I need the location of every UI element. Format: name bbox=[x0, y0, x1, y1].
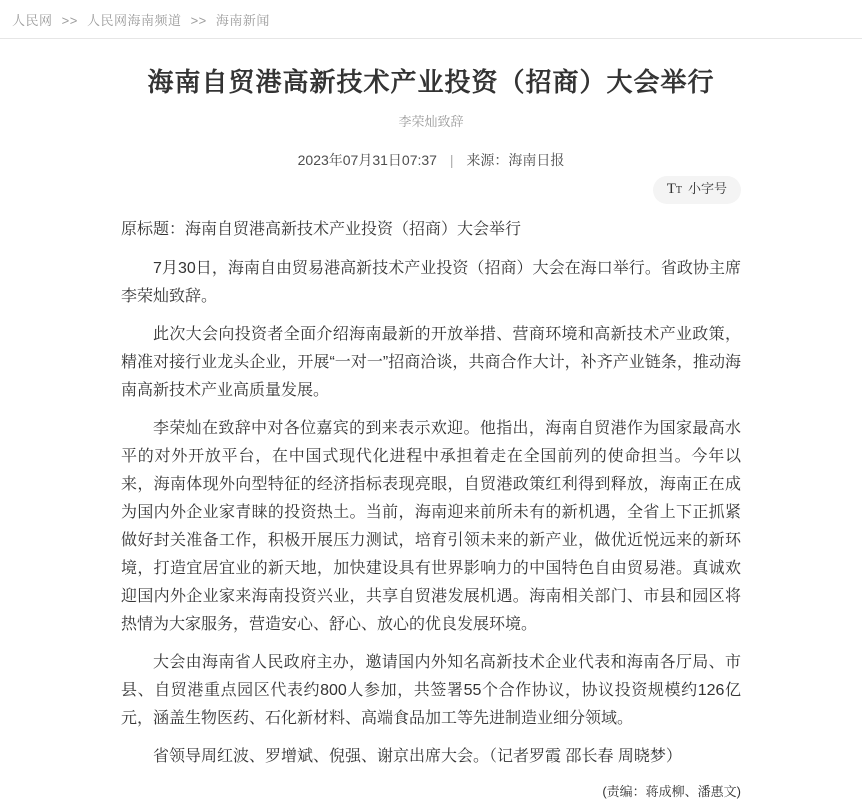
meta-separator: | bbox=[449, 152, 454, 168]
breadcrumb-link-hainan-channel[interactable]: 人民网海南频道 bbox=[86, 13, 182, 28]
page-title: 海南自贸港高新技术产业投资（招商）大会举行 bbox=[147, 67, 715, 97]
article-subtitle: 李荣灿致辞 bbox=[398, 114, 464, 129]
font-size-icon bbox=[667, 181, 682, 199]
font-size-icon-large-t: T bbox=[666, 181, 676, 197]
font-size-label: 小字号 bbox=[687, 181, 727, 196]
publish-date: 2023年07月31日07:37 bbox=[297, 152, 437, 168]
editors-note: (责编：蒋成柳、潘惠文) bbox=[602, 784, 741, 799]
article-paragraph: 此次大会向投资者全面介绍海南最新的开放举措、营商环境和高新技术产业政策，精准对接行业龙头企业，开展“一对一”招商洽谈，共商合作大计，补齐产业链条，推动海南高新技术产业高质量发展。 bbox=[121, 326, 741, 399]
breadcrumb-separator: >> bbox=[190, 13, 207, 28]
breadcrumb-link-hainan-news[interactable]: 海南新闻 bbox=[215, 13, 270, 28]
article-body bbox=[121, 216, 741, 771]
breadcrumb-link-peoples-daily[interactable]: 人民网 bbox=[12, 13, 53, 28]
original-title-line: 原标题：海南自贸港高新技术产业投资（招商）大会举行 bbox=[121, 221, 522, 238]
font-size-button[interactable] bbox=[653, 176, 741, 204]
source-label: 来源： bbox=[466, 152, 509, 168]
article-content bbox=[121, 65, 741, 800]
article-paragraph: 大会由海南省人民政府主办，邀请国内外知名高新技术企业代表和海南各厅局、市县、自贸港重点园区代表约800人参加，共签署55个合作协议，协议投资规模约126亿元，涵盖生物医药、石化新材料、高端食品加工等先进制造业细分领域。 bbox=[121, 654, 741, 727]
article-paragraph: 省领导周红波、罗增斌、倪强、谢京出席大会。（记者罗霞 邵长春 周晓梦） bbox=[153, 748, 682, 765]
breadcrumb-divider bbox=[0, 38, 862, 39]
article-meta bbox=[121, 150, 741, 170]
breadcrumb bbox=[0, 0, 862, 38]
article-toolbar bbox=[121, 176, 741, 204]
breadcrumb-separator: >> bbox=[61, 13, 78, 28]
article-paragraph: 7月30日，海南自由贸易港高新技术产业投资（招商）大会在海口举行。省政协主席李荣灿致辞。 bbox=[121, 260, 741, 305]
article-paragraph: 李荣灿在致辞中对各位嘉宾的到来表示欢迎。他指出，海南自贸港作为国家最高水平的对外开放平台，在中国式现代化进程中承担着走在全国前列的使命担当。今年以来，海南体现外向型特征的经济指标表现亮眼，自贸港政策红利得到释放，海南正在成为国内外企业家青睐的投资热土。当前，海南迎来前所未有的新机遇，全省上下正抓紧做好封关准备工作，积极开展压力测试，培育引领未来的新产业，做优近悦远来的新环境，打造宜居宜业的新天地，加快建设具有世界影响力的中国特色自由贸易港。真诚欢迎国内外企业家来海南投资兴业，共享自贸港发展机遇。海南相关部门、市县和园区将热情为大家服务，营造安心、舒心、放心的优良发展环境。 bbox=[121, 420, 741, 633]
source-link[interactable]: 海南日报 bbox=[508, 152, 565, 168]
font-size-icon-small-t: T bbox=[675, 185, 682, 196]
